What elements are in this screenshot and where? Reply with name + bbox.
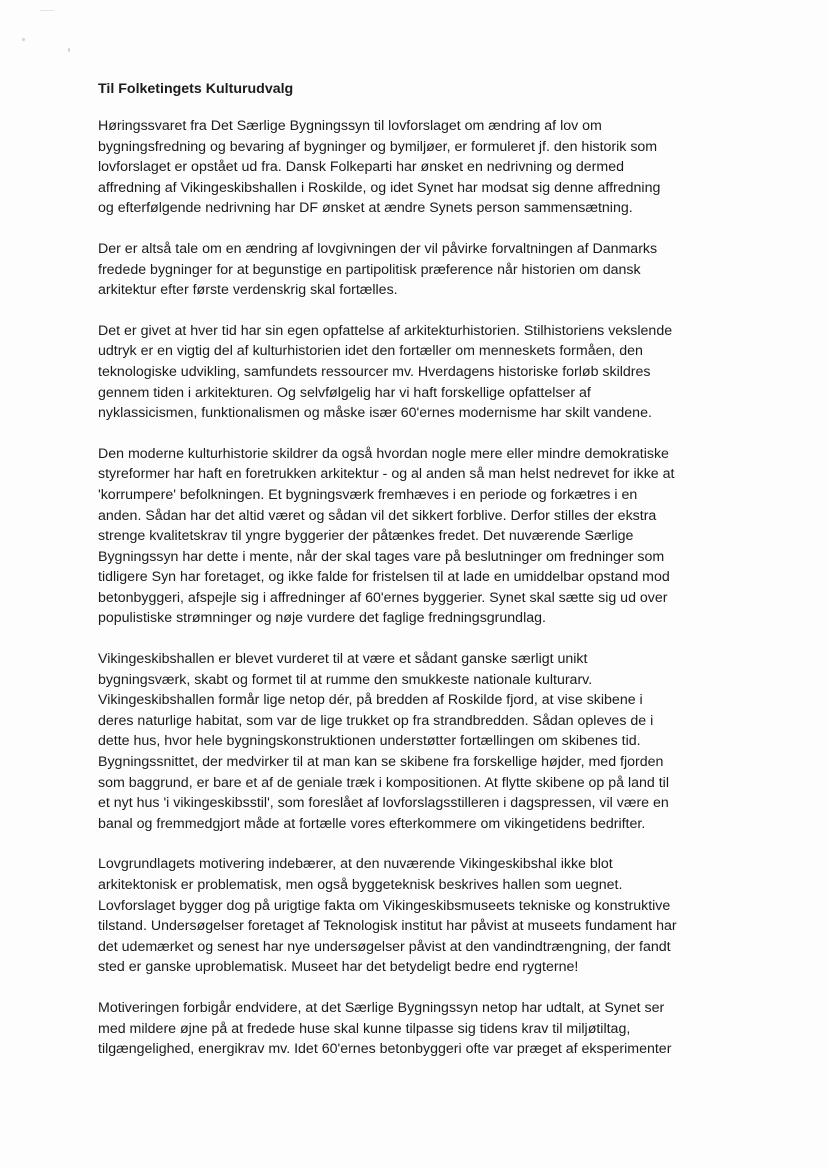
text-line: tilstand. Undersøgelser foretaget af Teknologisk institut har påvist at museets fundament har: [98, 918, 677, 935]
text-line: Vikingeskibshallen formår lige netop dér, på bredden af Roskilde fjord, at vise skibene i: [98, 692, 643, 709]
text-line: udtryk er en vigtig del af kulturhistorien idet den fortæller om menneskets formåen, den: [98, 343, 643, 360]
text-line: affredning af Vikingeskibshallen i Roskilde, og idet Synet har modsat sig denne affredning: [98, 179, 661, 196]
text-line: dette hus, hvor hele bygningskonstruktionen understøtter fortællingen om skibenes tid.: [98, 733, 641, 750]
letter-body: [98, 80, 738, 1080]
text-line: Der er altså tale om en ændring af lovgivningen der vil påvirke forvaltningen af Danmarks: [98, 240, 658, 257]
scan-speck: [40, 10, 54, 11]
text-line: arkitektur efter første verdenskrig skal fortælles.: [98, 282, 398, 299]
text-line: deres naturlige habitat, som var de lige trukket op fra strandbredden. Sådan opleves de i: [98, 712, 654, 729]
paragraph: [98, 239, 738, 301]
text-line: som baggrund, er bare et af de geniale træk i kompositionen. At flytte skibene op på land til: [98, 774, 669, 791]
text-line: populistiske strømninger og nøje vurdere det faglige fredningsgrundlag.: [98, 610, 546, 627]
text-line: nyklassicismen, funktionalismen og måske især 60'ernes modernisme har skilt vandene.: [98, 405, 652, 422]
text-line: med mildere øjne på at fredede huse skal kunne tilpasse sig tidens krav til miljøtiltag,: [98, 1020, 631, 1037]
text-line: arkitektonisk er problematisk, men også byggeteknisk beskrives hallen som uegnet.: [98, 877, 623, 893]
paragraph: [98, 321, 738, 424]
text-line: strenge kvalitetskrav til yngre byggerier der påtænkes fredet. Det nuværende Særlige: [98, 528, 634, 545]
text-line: 'korrumpere' befolkningen. Et bygningsværk fremhæves i en periode og forkætres i en: [98, 486, 638, 503]
text-line: Den moderne kulturhistorie skildrer da også hvordan nogle mere eller mindre demokratiske: [98, 445, 669, 462]
paragraph: [98, 116, 738, 219]
paragraph: [98, 444, 738, 629]
scan-speck: [68, 48, 70, 52]
text-line: Bygningssyn har dette i mente, når der skal tages vare på beslutninger om fredninger som: [98, 548, 665, 565]
paragraph-list: [98, 116, 738, 1060]
text-line: Høringssvaret fra Det Særlige Bygningssyn til lovforslaget om ændring af lov om: [98, 118, 602, 134]
text-line: Bygningssnittet, der medvirker til at man kan se skibene fra forskellige højder, med fjorden: [98, 754, 664, 771]
text-line: det udemærket og senest har nye undersøgelser påvist at den vandindtrængning, der fandt: [98, 938, 671, 955]
text-line: styreformer har haft en foretrukken arkitektur - og al anden så man helst nedrevet for ikke at: [98, 466, 675, 483]
paragraph: [98, 854, 738, 978]
text-line: gennem tiden i arkitekturen. Og selvfølgelig har vi haft forskellige opfattelser af: [98, 384, 591, 401]
text-line: tidligere Syn har foretaget, og ikke falde for fristelsen til at lade en umiddelbar opstand mod: [98, 569, 670, 586]
text-line: sted er ganske uproblematisk. Museet har det betydeligt bedre end rygterne!: [98, 959, 579, 976]
paragraph: [98, 998, 738, 1060]
text-line: tilgængelighed, energikrav mv. Idet 60'ernes betonbyggeri ofte var præget af eksperimenter: [98, 1041, 672, 1058]
scan-speck: [22, 38, 25, 41]
text-line: Lovgrundlagets motivering indebærer, at den nuværende Vikingeskibshal ikke blot: [98, 856, 613, 873]
text-line: Motiveringen forbigår endvidere, at det Særlige Bygningssyn netop har udtalt, at Synet ser: [98, 999, 665, 1016]
text-line: bygningsværk, skabt og formet til at rumme den smukkeste nationale kulturarv.: [98, 671, 593, 688]
text-line: Lovforslaget bygger dog på urigtige fakta om Vikingeskibsmuseets tekniske og konstruktive: [98, 897, 671, 914]
letter-heading: Til Folketingets Kulturudvalg: [98, 81, 294, 97]
text-line: bygningsfredning og bevaring af bygninger og bymiljøer, er formuleret jf. den historik som: [98, 138, 658, 155]
text-line: anden. Sådan har det altid været og sådan vil det sikkert forblive. Derfor stilles der ekstra: [98, 507, 657, 524]
text-line: og efterfølgende nedrivning har DF ønsket at ændre Synets person sammensætning.: [98, 200, 633, 217]
text-line: Det er givet at hver tid har sin egen opfattelse af arkitekturhistorien. Stilhistoriens vekslende: [98, 322, 673, 339]
paragraph: [98, 649, 738, 834]
text-line: Vikingeskibshallen er blevet vurderet til at være et sådant ganske særligt unikt: [98, 651, 588, 668]
text-line: fredede bygninger for at begunstige en partipolitisk præference når historien om dansk: [98, 261, 641, 278]
text-line: betonbyggeri, afspejle sig i affredninger af 60'ernes byggerier. Synet skal sætte sig ud over: [98, 589, 668, 606]
text-line: lovforslaget er opstået ud fra. Dansk Folkeparti har ønsket en nedrivning og dermed: [98, 159, 625, 176]
text-line: et nyt hus 'i vikingeskibsstil', som foreslået af lovforslagsstilleren i dagspressen, vil være en: [98, 795, 669, 812]
text-line: teknologiske udvikling, samfundets ressourcer mv. Hverdagens historiske forløb skildres: [98, 363, 651, 380]
text-line: banal og fremmedgjort måde at fortælle vores efterkommere om vikingetidens bedrifter.: [98, 815, 646, 832]
